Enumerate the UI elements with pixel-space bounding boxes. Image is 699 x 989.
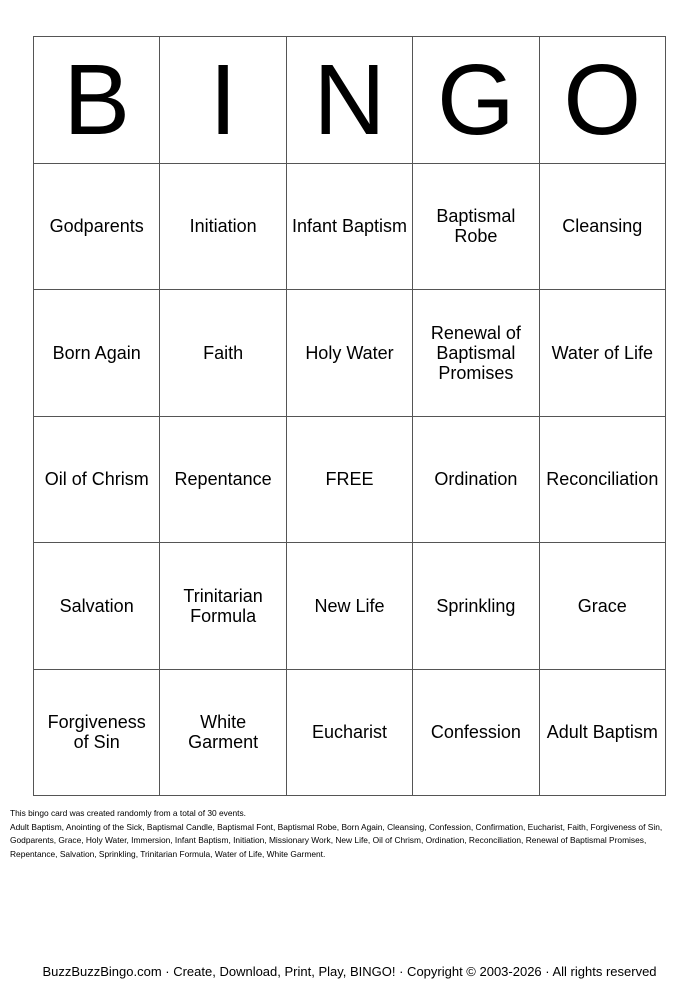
bingo-cell: Baptismal Robe [413,164,539,291]
bingo-cell: Initiation [160,164,286,291]
header-letter-b: B [34,37,160,164]
bingo-cell: Grace [540,543,666,670]
bingo-cell: Confession [413,670,539,797]
bingo-cell: Holy Water [287,290,413,417]
bingo-cell: Oil of Chrism [34,417,160,544]
bingo-cell: Salvation [34,543,160,670]
card-info-summary: This bingo card was created randomly from a total of 30 events. [10,808,247,818]
event-list: Adult Baptism, Anointing of the Sick, Baptismal Candle, Baptismal Font, Baptismal Robe, Born Again, Cleansing, Confession, Confirmation, Eucharist, Faith, Forgiveness of Sin, Godparents, Grace, Holy Water, Immersion, Infant Baptism, Initiation, Missionary Work, New Life, Oil of Chrism, Ordination, Reconciliation, Renewal of Baptismal Promises, Repentance, Salvation, Sprinkling, Trinitarian Formula, Water of Life, White Garment. [10,821,663,859]
bingo-card [33,36,666,796]
bingo-cell: Reconciliation [540,417,666,544]
bingo-cell: Eucharist [287,670,413,797]
bingo-cell: Infant Baptism [287,164,413,291]
footer-copyright: BuzzBuzzBingo.com · Create, Download, Print, Play, BINGO! · Copyright © 2003-2026 · All rights reserved [42,964,657,979]
header-letter-i: I [160,37,286,164]
bingo-cell: Sprinkling [413,543,539,670]
bingo-cell: Adult Baptism [540,670,666,797]
bingo-cell: Repentance [160,417,286,544]
bingo-cell: Renewal of Baptismal Promises [413,290,539,417]
header-letter-o: O [540,37,666,164]
bingo-cell: Faith [160,290,286,417]
header-letter-n: N [287,37,413,164]
header-letter-g: G [413,37,539,164]
bingo-cell: Water of Life [540,290,666,417]
bingo-cell: White Garment [160,670,286,797]
bingo-cell: Forgiveness of Sin [34,670,160,797]
bingo-cell: Born Again [34,290,160,417]
bingo-cell: Cleansing [540,164,666,291]
free-space-cell: FREE [287,417,413,544]
card-info [10,807,690,861]
bingo-cell: New Life [287,543,413,670]
bingo-cell: Trinitarian Formula [160,543,286,670]
bingo-cell: Godparents [34,164,160,291]
bingo-cell: Ordination [413,417,539,544]
